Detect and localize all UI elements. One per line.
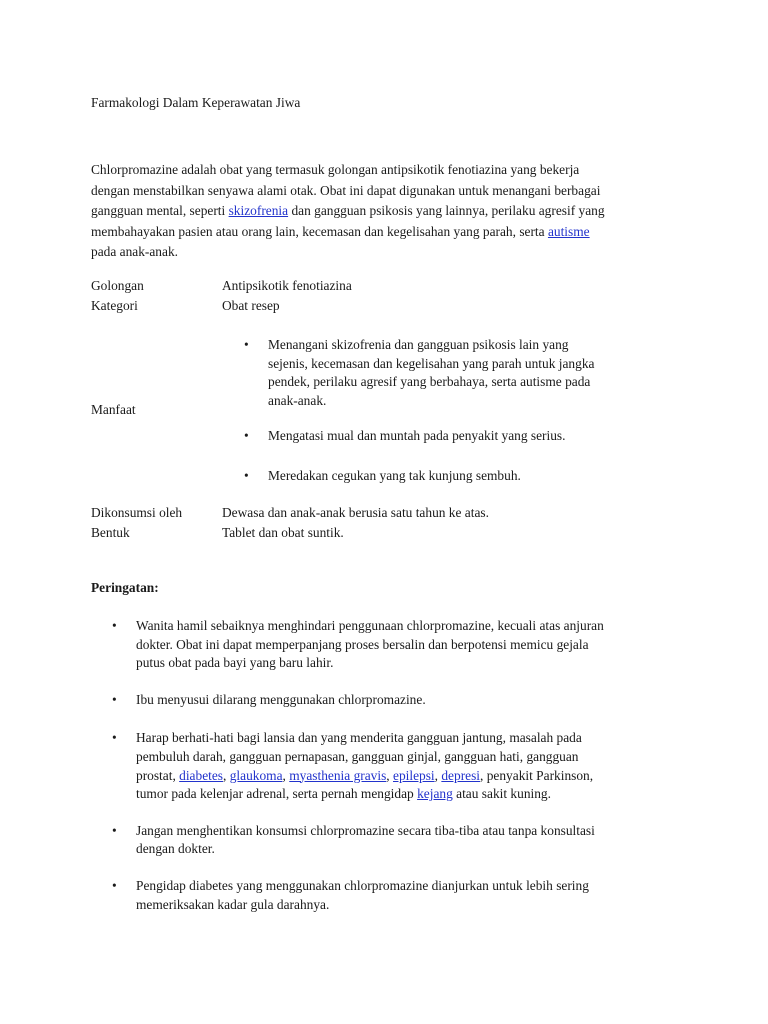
list-item-text: Ibu menyusui dilarang menggunakan chlorpromazine.	[136, 691, 426, 707]
bullet-icon: •	[112, 877, 117, 893]
manfaat-label: Manfaat	[91, 402, 136, 417]
bentuk-value: Tablet dan obat suntik.	[222, 525, 344, 540]
intro-paragraph	[91, 160, 681, 263]
list-item-text	[136, 767, 672, 786]
kategori-label: Kategori	[91, 298, 138, 313]
intro-line: dengan menstabilkan senyawa alami otak. Obat ini dapat digunakan untuk menangani berbagai	[91, 182, 601, 198]
list-item-text: putus obat pada bayi yang baru lahir.	[136, 655, 334, 671]
link-glaukoma[interactable]: glaukoma	[229, 767, 283, 783]
list-item-text: pembuluh darah, gangguan pernapasan, gangguan ginjal, gangguan hati, gangguan	[136, 748, 579, 764]
list-item-text: anak-anak.	[268, 392, 327, 408]
intro-line	[91, 222, 681, 243]
document-title: Farmakologi Dalam Keperawatan Jiwa	[91, 95, 301, 110]
bentuk-label: Bentuk	[91, 525, 130, 540]
link-autisme[interactable]: autisme	[547, 223, 590, 239]
list-item-text	[136, 785, 672, 804]
link-skizofrenia[interactable]: skizofrenia	[228, 203, 289, 219]
separator: ,	[434, 767, 442, 783]
intro-line: Chlorpromazine adalah obat yang termasuk golongan antipsikotik fenotiazina yang bekerja	[91, 162, 580, 177]
list-item-text: pendek, perilaku agresif yang berbahaya, serta autisme pada	[268, 374, 591, 390]
peringatan-heading: Peringatan:	[91, 580, 159, 595]
list-item	[112, 877, 672, 914]
list-item-text: Harap berhati-hati bagi lansia dan yang menderita gangguan jantung, masalah pada	[136, 730, 582, 746]
link-depresi[interactable]: depresi	[441, 767, 481, 783]
list-item	[112, 691, 672, 710]
intro-text: gangguan mental, seperti	[91, 203, 229, 219]
list-item-text: tumor pada kelenjar adrenal, serta pernah mengidap	[136, 786, 418, 802]
list-item	[112, 729, 672, 803]
list-item-text: sejenis, kecemasan dan kegelisahan yang parah untuk jangka	[268, 355, 595, 371]
manfaat-list	[222, 336, 662, 486]
list-item-text: Wanita hamil sebaiknya menghindari penggunaan chlorpromazine, kecuali atas anjuran	[136, 618, 604, 633]
link-myasthenia-gravis[interactable]: myasthenia gravis	[289, 767, 387, 783]
bullet-icon: •	[112, 691, 117, 707]
list-item-text: atau sakit kuning.	[452, 786, 551, 802]
list-item-text: prostat,	[136, 767, 180, 783]
link-diabetes[interactable]: diabetes	[179, 767, 224, 783]
golongan-value: Antipsikotik fenotiazina	[222, 278, 352, 293]
bullet-icon: •	[112, 618, 117, 633]
list-item	[222, 467, 662, 486]
bullet-icon: •	[112, 822, 117, 838]
list-item	[112, 617, 672, 673]
bullet-icon: •	[112, 730, 117, 746]
intro-line: pada anak-anak.	[91, 244, 178, 260]
list-item-text: dengan dokter.	[136, 841, 215, 857]
bullet-icon: •	[244, 337, 249, 352]
link-kejang[interactable]: kejang	[417, 786, 453, 802]
intro-text: dan gangguan psikosis yang lainnya, perilaku agresif yang	[288, 203, 605, 219]
dikonsumsi-label: Dikonsumsi oleh	[91, 505, 183, 520]
list-item-text: Jangan menghentikan konsumsi chlorpromazine secara tiba-tiba atau tanpa konsultasi	[136, 822, 595, 838]
separator: ,	[386, 767, 393, 783]
intro-text: membahayakan pasien atau orang lain, kecemasan dan kegelisahan yang parah, serta	[91, 223, 548, 239]
kategori-value: Obat resep	[222, 298, 280, 313]
peringatan-list	[112, 617, 672, 914]
separator: ,	[282, 767, 290, 783]
list-item	[222, 427, 662, 446]
intro-line	[91, 201, 681, 222]
dikonsumsi-value: Dewasa dan anak-anak berusia satu tahun ke atas.	[222, 505, 489, 520]
separator: ,	[223, 767, 230, 783]
link-epilepsi[interactable]: epilepsi	[393, 767, 435, 783]
list-item-text: Pengidap diabetes yang menggunakan chlorpromazine dianjurkan untuk lebih sering	[136, 877, 589, 893]
list-item-text: , penyakit Parkinson,	[480, 767, 594, 783]
list-item-text: Menangani skizofrenia dan gangguan psikosis lain yang	[268, 337, 569, 352]
list-item	[222, 336, 662, 410]
list-item-text: Meredakan cegukan yang tak kunjung sembuh.	[268, 467, 521, 483]
list-item-text: memeriksakan kadar gula darahnya.	[136, 896, 330, 912]
bullet-icon: •	[244, 428, 249, 444]
list-item-text: Mengatasi mual dan muntah pada penyakit yang serius.	[268, 428, 566, 444]
golongan-label: Golongan	[91, 278, 144, 293]
list-item-text: dokter. Obat ini dapat memperpanjang proses bersalin dan berpotensi memicu gejala	[136, 636, 589, 652]
list-item	[112, 822, 672, 859]
bullet-icon: •	[244, 467, 249, 483]
